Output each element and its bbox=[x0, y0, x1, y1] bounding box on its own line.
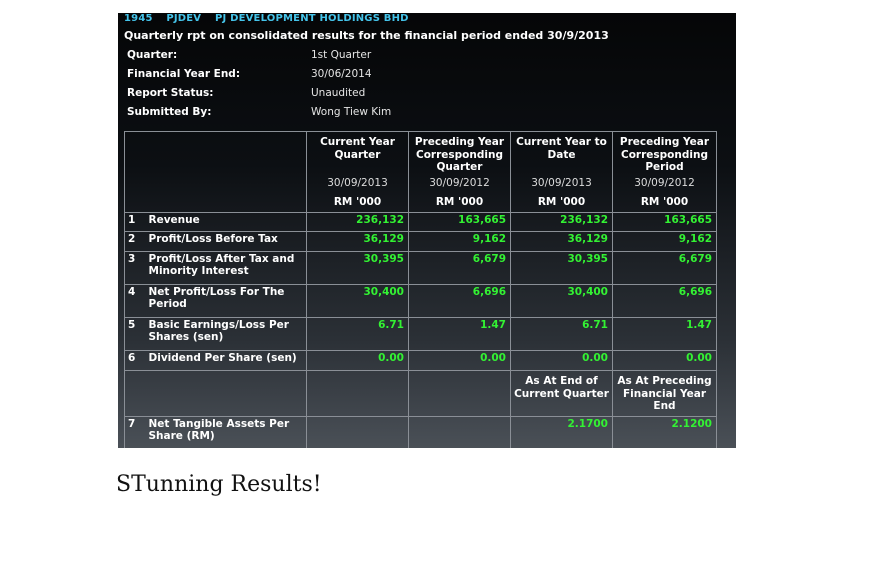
row-value: 163,665 bbox=[409, 213, 511, 232]
table-row bbox=[125, 285, 717, 318]
row-number: 6 bbox=[125, 351, 147, 371]
column-header: Current Year to Date bbox=[511, 132, 613, 176]
row-value: 236,132 bbox=[511, 213, 613, 232]
column-header: Preceding Year Corresponding Quarter bbox=[409, 132, 511, 176]
row-value: 6.71 bbox=[307, 318, 409, 351]
row-label: Net Tangible Assets Per Share (RM) bbox=[147, 417, 307, 449]
row-number: 2 bbox=[125, 232, 147, 252]
info-label-quarter: Quarter: bbox=[127, 49, 178, 61]
column-date: 30/09/2012 bbox=[613, 176, 717, 195]
row-number: 1 bbox=[125, 213, 147, 232]
table-row bbox=[125, 232, 717, 252]
row-number: 5 bbox=[125, 318, 147, 351]
row-label: Profit/Loss Before Tax bbox=[147, 232, 307, 252]
column-date: 30/09/2013 bbox=[511, 176, 613, 195]
table-unit-row bbox=[125, 195, 717, 213]
report-panel bbox=[118, 13, 736, 448]
column-date: 30/09/2013 bbox=[307, 176, 409, 195]
row-value: 30,400 bbox=[511, 285, 613, 318]
row-number: 3 bbox=[125, 252, 147, 285]
column-unit: RM '000 bbox=[511, 195, 613, 213]
info-value-quarter: 1st Quarter bbox=[311, 49, 372, 61]
column-unit: RM '000 bbox=[613, 195, 717, 213]
table-row bbox=[125, 252, 717, 285]
row-value: 0.00 bbox=[613, 351, 717, 371]
row-value: 0.00 bbox=[409, 351, 511, 371]
column-header: As At End of Current Quarter bbox=[511, 371, 613, 417]
row-label: Dividend Per Share (sen) bbox=[147, 351, 307, 371]
column-header: As At Preceding Financial Year End bbox=[613, 371, 717, 417]
row-value: 6,696 bbox=[409, 285, 511, 318]
row-value: 6,679 bbox=[613, 252, 717, 285]
table-row bbox=[125, 417, 717, 449]
column-header: Preceding Year Corresponding Period bbox=[613, 132, 717, 176]
row-value: 9,162 bbox=[409, 232, 511, 252]
row-value: 0.00 bbox=[307, 351, 409, 371]
row-value: 1.47 bbox=[409, 318, 511, 351]
info-label-fye: Financial Year End: bbox=[127, 68, 241, 80]
nta-header-row bbox=[125, 371, 717, 417]
row-value: 36,129 bbox=[307, 232, 409, 252]
table-row bbox=[125, 213, 717, 232]
column-date: 30/09/2012 bbox=[409, 176, 511, 195]
row-value: 2.1200 bbox=[613, 417, 717, 449]
row-label: Profit/Loss After Tax and Minority Interest bbox=[147, 252, 307, 285]
table-date-row bbox=[125, 176, 717, 195]
row-value: 6,696 bbox=[613, 285, 717, 318]
table-row bbox=[125, 351, 717, 371]
row-label: Basic Earnings/Loss Per Shares (sen) bbox=[147, 318, 307, 351]
row-value: 236,132 bbox=[307, 213, 409, 232]
stock-ticker: PJDEV bbox=[166, 13, 202, 24]
info-value-fye: 30/06/2014 bbox=[311, 68, 372, 80]
company-header bbox=[124, 13, 419, 24]
row-value: 30,400 bbox=[307, 285, 409, 318]
results-table bbox=[124, 131, 717, 448]
info-value-status: Unaudited bbox=[311, 87, 366, 99]
row-label: Net Profit/Loss For The Period bbox=[147, 285, 307, 318]
report-subtitle: Quarterly rpt on consolidated results for the financial period ended 30/9/2013 bbox=[124, 29, 609, 42]
row-label: Revenue bbox=[147, 213, 307, 232]
row-value: 2.1700 bbox=[511, 417, 613, 449]
row-value: 6,679 bbox=[409, 252, 511, 285]
row-value: 9,162 bbox=[613, 232, 717, 252]
info-label-submitted: Submitted By: bbox=[127, 106, 212, 118]
column-header: Current Year Quarter bbox=[307, 132, 409, 176]
info-label-status: Report Status: bbox=[127, 87, 214, 99]
row-number: 4 bbox=[125, 285, 147, 318]
table-header-row bbox=[125, 132, 717, 176]
column-unit: RM '000 bbox=[307, 195, 409, 213]
caption-text: STunning Results! bbox=[116, 472, 322, 497]
row-value: 30,395 bbox=[511, 252, 613, 285]
row-value: 163,665 bbox=[613, 213, 717, 232]
row-value: 36,129 bbox=[511, 232, 613, 252]
row-number: 7 bbox=[125, 417, 147, 449]
row-value: 1.47 bbox=[613, 318, 717, 351]
stock-code: 1945 bbox=[124, 13, 153, 24]
info-value-submitted: Wong Tiew Kim bbox=[311, 106, 392, 118]
row-value: 6.71 bbox=[511, 318, 613, 351]
row-value: 30,395 bbox=[307, 252, 409, 285]
table-row bbox=[125, 318, 717, 351]
column-unit: RM '000 bbox=[409, 195, 511, 213]
company-name: PJ DEVELOPMENT HOLDINGS BHD bbox=[214, 13, 409, 24]
row-value: 0.00 bbox=[511, 351, 613, 371]
